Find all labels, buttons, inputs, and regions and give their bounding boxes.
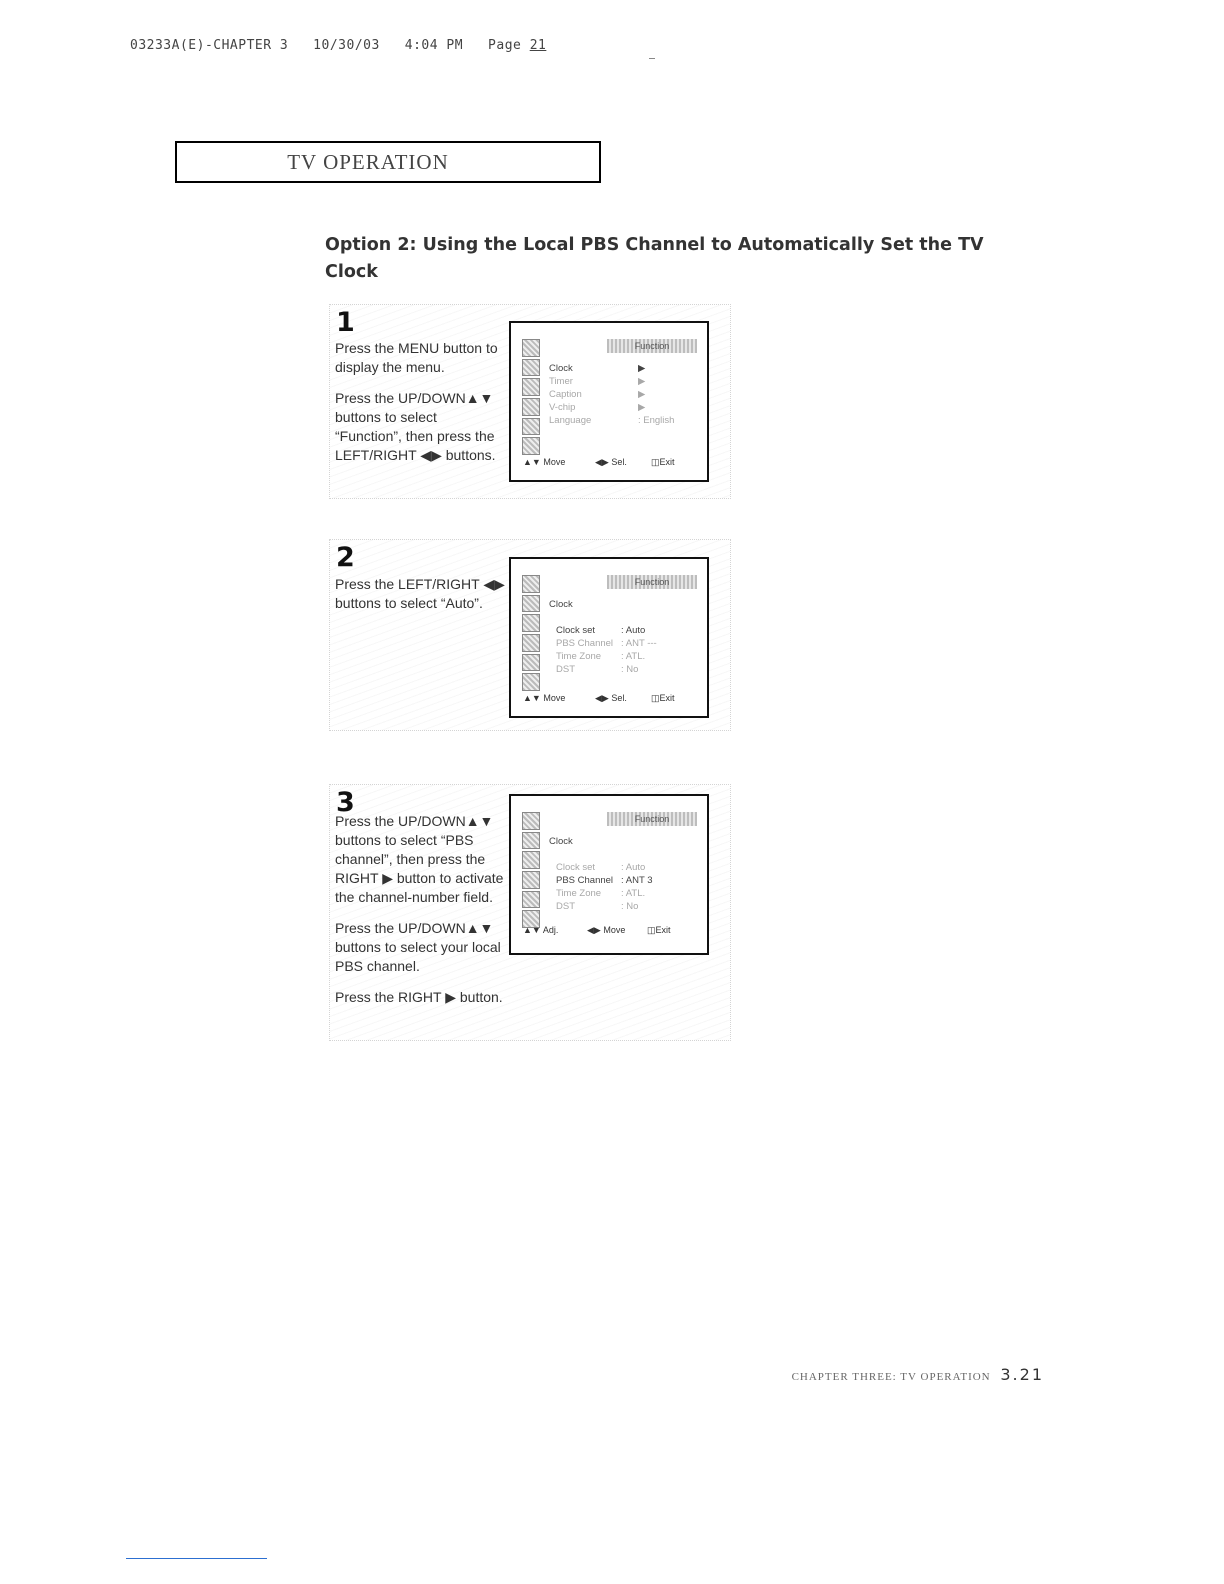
sound-icon [522, 832, 540, 850]
menu-row-label: PBS Channel [556, 875, 614, 886]
instruction: Press the UP/DOWN▲▼ buttons to select your local PBS channel. [335, 920, 501, 974]
menu-row-label: DST [556, 664, 575, 675]
menu-row-value: : English [638, 415, 675, 426]
instruction: Press the RIGHT ▶ button. [335, 989, 503, 1005]
exit-hint: ◫ Exit [647, 925, 671, 935]
picture-icon [522, 812, 540, 830]
menu-row-label: Clock [549, 363, 573, 374]
file-header [130, 38, 546, 53]
step-number: 2 [336, 542, 355, 573]
menu-icon-column [522, 812, 540, 928]
instruction: Press the UP/DOWN▲▼ buttons to select “PBS channel”, then press the RIGHT ▶ button to activate the channel-number field. [335, 813, 504, 905]
tv-menu-screen [509, 321, 709, 482]
channel-icon [522, 851, 540, 869]
menu-row-value: : ANT 3 [621, 875, 653, 886]
setup-icon [522, 418, 540, 436]
menu-row-label: Timer [549, 376, 573, 387]
menu-row-value: : Auto [621, 625, 646, 636]
sound-icon [522, 595, 540, 613]
menu-icon-column [522, 575, 540, 691]
menu-tab-function: Function [607, 812, 697, 826]
chapter-label: CHAPTER THREE: TV OPERATION [791, 1371, 991, 1383]
menu-heading: Clock [549, 599, 573, 610]
arrow-right-icon: ▶ [638, 363, 646, 374]
channel-icon [522, 614, 540, 632]
setup-icon [522, 891, 540, 909]
move-hint: ▲▼ Move [523, 457, 566, 467]
menu-row-label: PBS Channel [556, 638, 614, 649]
menu-row-value: : Auto [621, 862, 646, 873]
step-instructions [335, 812, 505, 1007]
menu-row-label: Clock set [556, 862, 596, 873]
menu-row-value: : No [621, 901, 639, 912]
tv-menu-screen [509, 794, 709, 955]
picture-icon [522, 339, 540, 357]
menu-row-label: Time Zone [556, 651, 602, 662]
menu-row-label: Language [549, 415, 592, 426]
select-hint: ◀▶ Sel. [595, 457, 627, 467]
menu-heading: Clock [549, 836, 573, 847]
arrow-right-icon: ▶ [638, 402, 646, 413]
sound-icon [522, 359, 540, 377]
file-info: 03233A(E)-CHAPTER 3 10/30/03 4:04 PM Page [130, 38, 530, 53]
menu-row-label: V-chip [549, 402, 576, 413]
section-title: TV OPERATION [287, 149, 449, 174]
menu-row-label: DST [556, 901, 575, 912]
function-icon [522, 398, 540, 416]
move-hint: ◀▶ Move [587, 925, 626, 935]
step-number: 1 [336, 307, 355, 338]
header-mark [649, 58, 655, 59]
menu-icon-column [522, 339, 540, 455]
menu-row-label: Clock set [556, 625, 596, 636]
menu-row-value: : ATL. [621, 651, 646, 662]
page-ref: 21 [529, 38, 547, 53]
option-title: Option 2: Using the Local PBS Channel to Automatically Set the TV Clock [325, 235, 984, 282]
menu-row-value: : No [621, 664, 639, 675]
channel-icon [522, 378, 540, 396]
arrow-right-icon: ▶ [638, 376, 646, 387]
select-hint: ◀▶ Sel. [595, 693, 627, 703]
menu-footer [523, 457, 697, 471]
step-instructions [335, 575, 505, 613]
step-2 [330, 540, 730, 730]
picture-icon [522, 575, 540, 593]
step-instructions [335, 339, 505, 465]
move-hint: ▲▼ Move [523, 693, 566, 703]
step-number: 3 [336, 787, 355, 818]
menu-footer [523, 925, 697, 939]
function-icon [522, 634, 540, 652]
menu-row-value: : ATL. [621, 888, 646, 899]
page-number: 3.21 [1000, 1365, 1044, 1384]
tv-menu-screen [509, 557, 709, 718]
exit-hint: ◫ Exit [651, 457, 675, 467]
exit-hint: ◫ Exit [651, 693, 675, 703]
menu-row-value: : ANT --- [621, 638, 657, 649]
setup-icon [522, 654, 540, 672]
instruction: Press the MENU button to display the menu. [335, 340, 498, 375]
instruction: Press the UP/DOWN▲▼ buttons to select “Function”, then press the LEFT/RIGHT ◀▶ buttons. [335, 390, 496, 463]
menu-row-label: Time Zone [556, 888, 602, 899]
step-1 [330, 305, 730, 498]
instruction: Press the LEFT/RIGHT ◀▶ buttons to select “Auto”. [335, 576, 505, 611]
bottom-rule [126, 1558, 267, 1559]
function-icon [522, 871, 540, 889]
page-footer [792, 1365, 1044, 1384]
menu-footer [523, 693, 697, 707]
arrow-right-icon: ▶ [638, 389, 646, 400]
section-title-box [175, 141, 601, 183]
input-icon [522, 673, 540, 691]
menu-tab-function: Function [607, 339, 697, 353]
menu-row-label: Caption [549, 389, 582, 400]
adjust-hint: ▲▼ Adj. [523, 925, 559, 935]
input-icon [522, 437, 540, 455]
step-3 [330, 785, 730, 1040]
menu-tab-function: Function [607, 575, 697, 589]
